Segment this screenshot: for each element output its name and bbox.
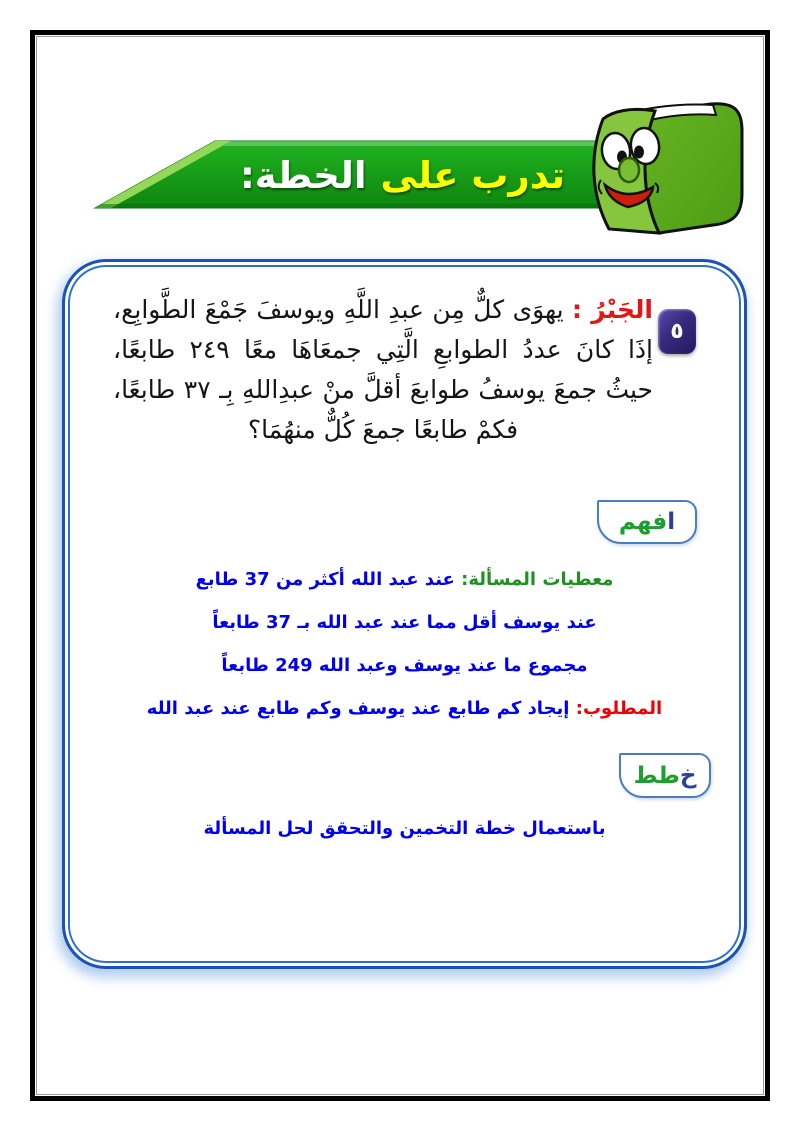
- banner-title-main: تدرب على: [380, 153, 565, 197]
- banner-title: [170, 145, 635, 205]
- givens-label: معطيات المسألة:: [461, 569, 614, 590]
- required-line: [85, 687, 724, 730]
- tab-understand: [597, 500, 697, 544]
- problem-statement: [113, 290, 653, 450]
- problem-card: [62, 259, 747, 969]
- tab-plan: [619, 753, 711, 798]
- given-1: عند عبد الله أكثر من 37 طابع: [195, 569, 455, 590]
- given-3: مجموع ما عند يوسف وعبد الله 249 طابعاً: [221, 655, 588, 676]
- problem-body-text: يهوَى كلٌّ مِن عبدِ اللَّهِ ويوسفَ جَمْعَ الطَّوابِع، إذَا كانَ عددُ الطوابعِ الَّتِي جمعَاهَا معًا ٢٤٩ طابعًا، حيثُ جمعَ يوسفُ طوابعَ أقلَّ منْ عبدِاللهِ بِـ ٣٧ طابعًا، فكمْ طابعًا جمعَ كُلٌّ منهُمَا؟: [113, 295, 654, 444]
- tab-plan-label-rest: طط: [633, 762, 680, 789]
- banner-title-suffix: الخطة:: [240, 153, 367, 197]
- plan-strategy: باستعمال خطة التخمين والتحقق لحل المسألة: [203, 818, 606, 839]
- required-label: المطلوب:: [575, 698, 663, 719]
- required-text: إيجاد كم طابع عند يوسف وكم طابع عند عبد الله: [146, 698, 570, 719]
- tab-plan-label-first: خ: [679, 762, 697, 789]
- tab-understand-label-first: ا: [667, 509, 676, 535]
- tab-understand-label-rest: فهم: [618, 509, 668, 535]
- problem-givens-block: [85, 558, 724, 730]
- given-line-1: [85, 558, 724, 601]
- problem-number-badge: ٥: [658, 309, 696, 354]
- lesson-banner: [55, 95, 755, 245]
- problem-topic-label: الجَبْرُ :: [572, 295, 653, 324]
- given-2: عند يوسف أقل مما عند عبد الله بـ 37 طابعاً: [212, 612, 597, 633]
